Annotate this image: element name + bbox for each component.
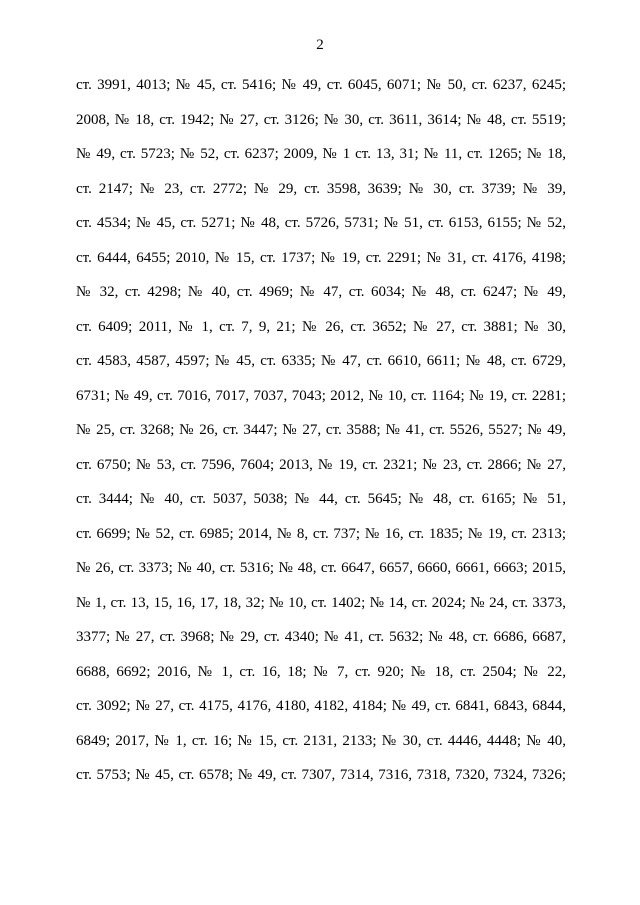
text-line: ст. 6409; 2011, № 1, ст. 7, 9, 21; № 26, ст. 3652; № 27, ст. 3881; № 30, [76,318,566,335]
text-line: № 49, ст. 5723; № 52, ст. 6237; 2009, № 1 ст. 13, 31; № 11, ст. 1265; № 18, [76,146,566,162]
page-number: 2 [316,37,324,53]
text-line: ст. 3991, 4013; № 45, ст. 5416; № 49, ст. 6045, 6071; № 50, ст. 6237, 6245; [76,77,566,93]
text-line: № 1, ст. 13, 15, 16, 17, 18, 32; № 10, ст. 1402; № 14, ст. 2024; № 24, ст. 3373, [76,594,566,611]
text-line: 3377; № 27, ст. 3968; № 29, ст. 4340; № 41, ст. 5632; № 48, ст. 6686, 6687, [76,629,566,645]
text-line: ст. 4583, 4587, 4597; № 45, ст. 6335; № 47, ст. 6610, 6611; № 48, ст. 6729, [76,353,566,369]
text-line: № 32, ст. 4298; № 40, ст. 4969; № 47, ст. 6034; № 48, ст. 6247; № 49, [76,284,566,300]
text-line: 6849; 2017, № 1, ст. 16; № 15, ст. 2131, 2133; № 30, ст. 4446, 4448; № 40, [76,732,566,749]
text-line: ст. 4534; № 45, ст. 5271; № 48, ст. 5726, 5731; № 51, ст. 6153, 6155; № 52, [76,215,566,231]
body-text [76,74,566,799]
text-line: № 25, ст. 3268; № 26, ст. 3447; № 27, ст. 3588; № 41, ст. 5526, 5527; № 49, [76,422,566,438]
text-line: № 26, ст. 3373; № 40, ст. 5316; № 48, ст. 6647, 6657, 6660, 6661, 6663; 2015, [76,560,566,576]
text-line: 6731; № 49, ст. 7016, 7017, 7037, 7043; 2012, № 10, ст. 1164; № 19, ст. 2281; [76,387,566,404]
text-line: ст. 6699; № 52, ст. 6985; 2014, № 8, ст. 737; № 16, ст. 1835; № 19, ст. 2313; [76,525,566,542]
text-line: 2008, № 18, ст. 1942; № 27, ст. 3126; № 30, ст. 3611, 3614; № 48, ст. 5519; [76,111,566,128]
text-line: ст. 3092; № 27, ст. 4175, 4176, 4180, 4182, 4184; № 49, ст. 6841, 6843, 6844, [76,698,566,714]
text-line: ст. 2147; № 23, ст. 2772; № 29, ст. 3598, 3639; № 30, ст. 3739; № 39, [76,180,566,197]
text-line: ст. 6444, 6455; 2010, № 15, ст. 1737; № 19, ст. 2291; № 31, ст. 4176, 4198; [76,249,566,266]
text-line: ст. 3444; № 40, ст. 5037, 5038; № 44, ст. 5645; № 48, ст. 6165; № 51, [76,491,566,507]
text-line: ст. 6750; № 53, ст. 7596, 7604; 2013, № 19, ст. 2321; № 23, ст. 2866; № 27, [76,456,566,473]
text-line: ст. 5753; № 45, ст. 6578; № 49, ст. 7307, 7314, 7316, 7318, 7320, 7324, 7326; [76,767,566,783]
text-line: 6688, 6692; 2016, № 1, ст. 16, 18; № 7, ст. 920; № 18, ст. 2504; № 22, [76,663,566,680]
